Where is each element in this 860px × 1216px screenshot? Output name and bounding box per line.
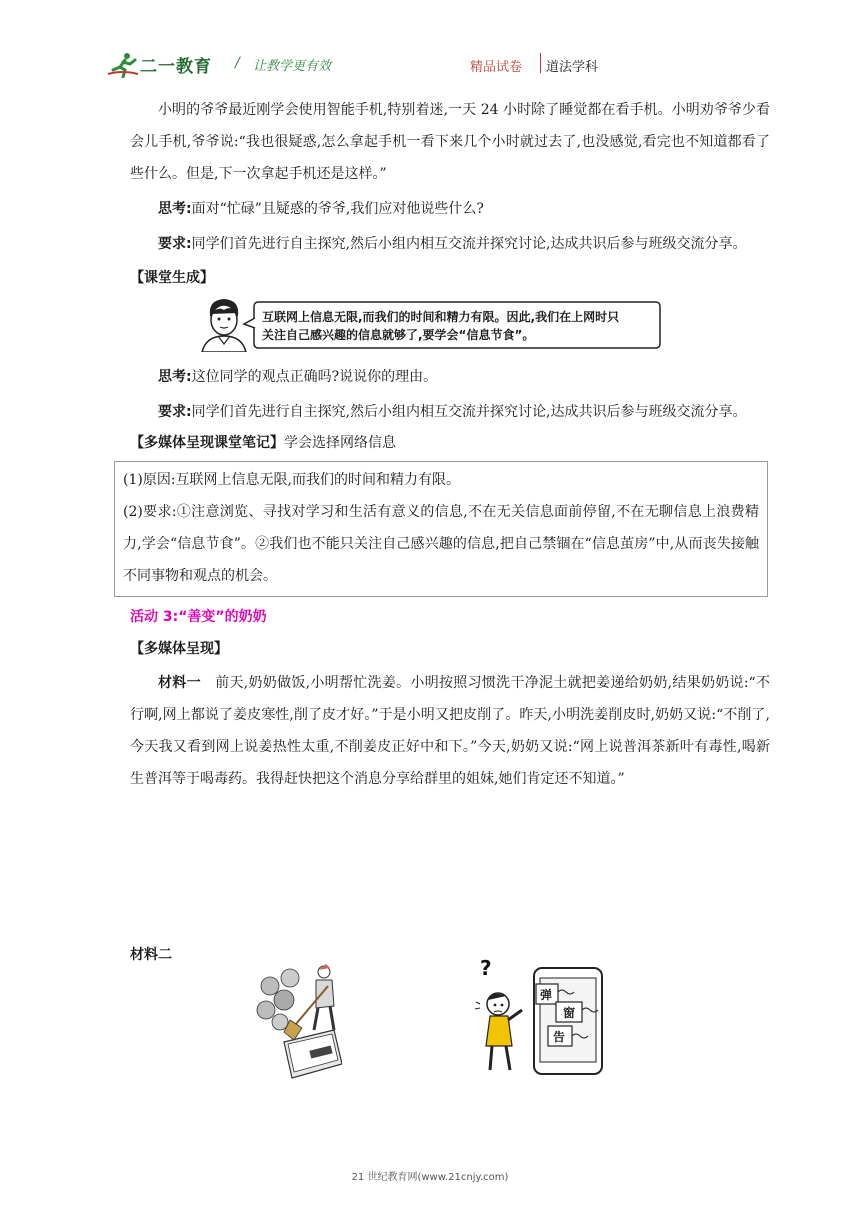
material-1 xyxy=(130,667,770,795)
runner-logo-icon xyxy=(108,52,138,78)
header-slash: / xyxy=(235,55,240,71)
header-subject: 道法学科 xyxy=(546,60,599,75)
popup-label-1: 弹 xyxy=(540,988,553,1002)
brand-logo xyxy=(108,52,226,78)
logo-text: 二一教育 xyxy=(140,57,212,77)
media-heading: 【多媒体呈现】 xyxy=(130,641,228,657)
bubble-line-2: 关注自己感兴趣的信息就够了,要学会“信息节食”。 xyxy=(262,328,535,342)
popup-label-2: 窗 xyxy=(563,1006,576,1020)
requirement-text: 同学们首先进行自主探究,然后小组内相互交流并探究讨论,达成共识后参与班级交流分享。 xyxy=(191,404,747,420)
material-1-label: 材料一 xyxy=(158,675,201,691)
notes-heading xyxy=(130,428,396,458)
notes-heading-label: 【多媒体呈现课堂笔记】 xyxy=(130,435,284,451)
sweeper-on-phone-icon xyxy=(254,964,342,1082)
question-mark: ? xyxy=(480,956,492,980)
think-label: 思考: xyxy=(158,369,192,385)
header-slogan: 让教学更有效 xyxy=(253,59,332,74)
notes-box xyxy=(114,461,768,597)
activity-3-title: 活动 3:“善变”的奶奶 xyxy=(130,609,267,625)
requirement-text: 同学们首先进行自主探究,然后小组内相互交流并探究讨论,达成共识后参与班级交流分享。 xyxy=(191,236,747,252)
story-paragraph: 小明的爷爷最近刚学会使用智能手机,特别着迷,一天 24 小时除了睡觉都在看手机。小明劝爷爷少看会儿手机,爷爷说:“我也很疑惑,怎么拿起手机一看下来几个小时就过去了,也没感觉,看完也不知道都看了些什么。但是,下一次拿起手机还是这样。” xyxy=(130,102,770,182)
cartoon-popup-ads xyxy=(472,958,604,1078)
notes-heading-tail: 学会选择网络信息 xyxy=(284,435,396,451)
page-footer: 21 世纪教育网(www.21cnjy.com) xyxy=(351,1172,509,1183)
requirement-label: 要求: xyxy=(158,404,192,420)
notes-line-2: (2)要求:①注意浏览、寻找对学习和生活有意义的信息,不在无关信息面前停留,不在无聊信息上浪费精力,学会“信息节食”。②我们也不能只关注自己感兴趣的信息,把自己禁锢在“信息茧房”中,从而丧失接触不同事物和观点的机会。 xyxy=(123,504,759,584)
classroom-heading: 【课堂生成】 xyxy=(130,270,214,286)
requirement-2 xyxy=(130,396,770,428)
student-speech-illustration xyxy=(198,296,664,352)
confused-man-phone-icon xyxy=(472,958,604,1078)
header-divider xyxy=(540,53,541,73)
popup-label-3: 告 xyxy=(553,1030,566,1044)
notes-line-1: (1)原因:互联网上信息无限,而我们的时间和精力有限。 xyxy=(123,472,460,488)
requirement-label: 要求: xyxy=(158,236,192,252)
material-2-label: 材料二 xyxy=(130,947,172,963)
cartoon-sweeping-phone xyxy=(254,964,342,1082)
think-question-2 xyxy=(130,361,770,393)
think-label: 思考: xyxy=(158,201,192,217)
header-label: 精品试卷 xyxy=(470,60,523,75)
think-text: 面对“忙碌”且疑惑的爷爷,我们应对他说些什么? xyxy=(191,201,484,217)
material-1-text: 前天,奶奶做饭,小明帮忙洗姜。小明按照习惯洗干净泥土就把姜递给奶奶,结果奶奶说:“不行啊,网上都说了姜皮寒性,削了皮才好。”于是小明又把皮削了。昨天,小明洗姜削皮时,奶奶又说:“不削了,今天我又看到网上说姜热性太重,不削姜皮正好中和下。”今天,奶奶又说:“网上说普洱茶新叶有毒性,喝新生普洱等于喝毒药。我得赶快把这个消息分享给群里的姐妹,她们肯定还不知道。” xyxy=(130,675,770,787)
requirement-1 xyxy=(130,228,770,260)
think-question-1 xyxy=(130,193,770,225)
think-text: 这位同学的观点正确吗?说说你的理由。 xyxy=(191,369,438,385)
bubble-line-1: 互联网上信息无限,而我们的时间和精力有限。因此,我们在上网时只 xyxy=(262,310,620,324)
